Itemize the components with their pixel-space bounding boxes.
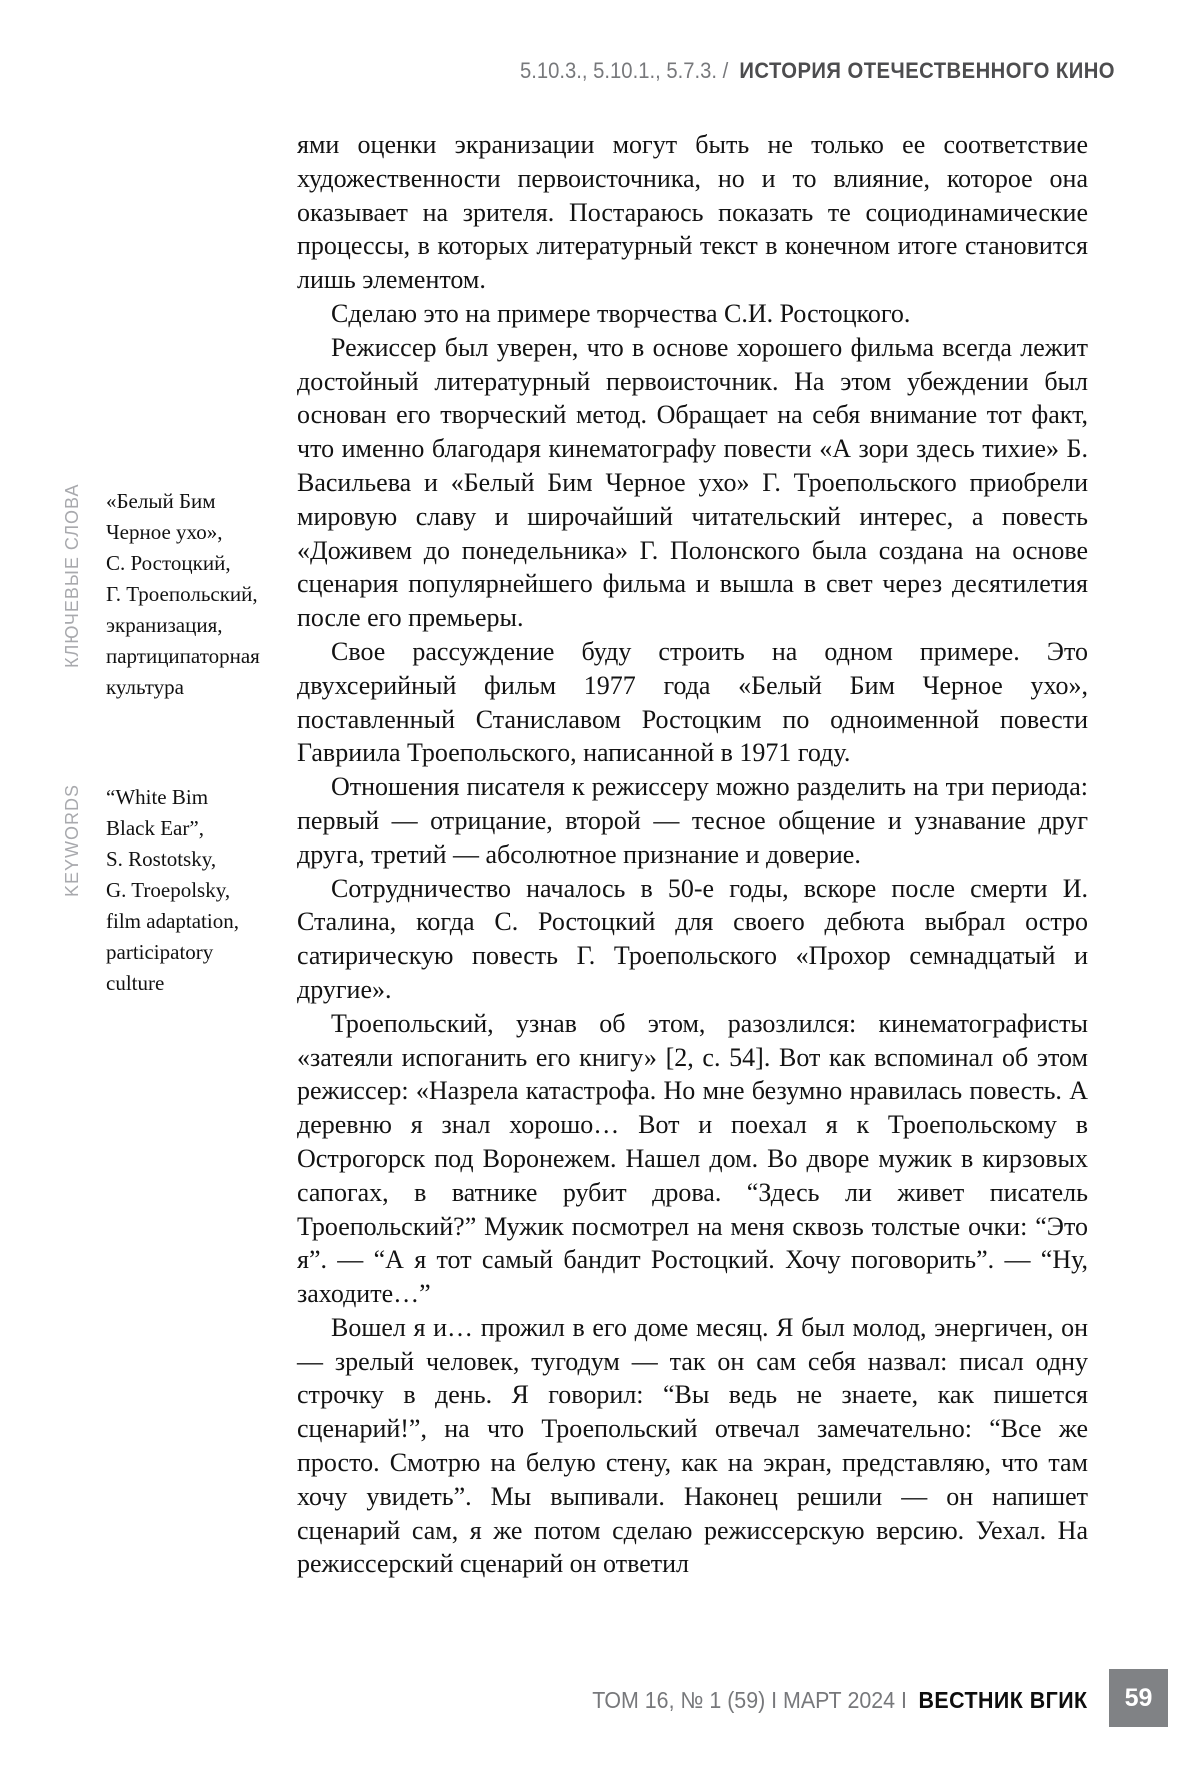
paragraph: Троепольский, узнав об этом, разозлился: кинематографисты «затеяли испоганить его книгу» [2, с. 54]. Вот как вспоминал об этом режиссер: «Назрела катастрофа. Но мне безумно нравилась повесть. А деревню я знал хорошо… Вот и поехал я к Троепольскому в Острогорск под Воронежем. Нашел дом. Во дворе мужик в кирзовых сапогах, в ватнике рубит дрова. “Здесь ли живет писатель Троепольский?” Мужик посмотрел на меня сквозь толстые очки: “Это я”. — “А я тот самый бандит Ростоцкий. Хочу поговорить”. — “Ну, заходите…”: [297, 1008, 1088, 1309]
page-footer: [593, 1686, 1088, 1714]
footer-journal-title: ВЕСТНИК ВГИК: [918, 1687, 1088, 1713]
keywords-en-vertical-label: KEYWORDS: [62, 783, 82, 897]
keyword-line: S. Rostotsky,: [106, 847, 217, 871]
page-header: [89, 58, 1115, 84]
paragraph: Сделаю это на примере творчества С.И. Ростоцкого.: [331, 298, 911, 328]
section-title: ИСТОРИЯ ОТЕЧЕСТВЕННОГО КИНО: [739, 58, 1115, 83]
keyword-line: Черное ухо»,: [106, 520, 223, 544]
paragraph: Свое рассуждение буду строить на одном примере. Это двухсерийный фильм 1977 года «Белый Бим Черное ухо», поставленный Станиславом Ростоцким по одноименной повести Гавриила Троепольского, написанной в 1971 году.: [297, 636, 1088, 768]
keyword-line: культура: [106, 675, 184, 699]
keyword-line: culture: [106, 971, 165, 995]
paragraph: ями оценки экранизации могут быть не только ее соответствие художественности первоисточника, но и то влияние, которое она оказывает на зрителя. Постараюсь показать те социодинамические процессы, в которых литературный текст в конечном итоге становится лишь элементом.: [297, 130, 1088, 295]
keyword-line: С. Ростоцкий,: [106, 551, 231, 575]
paragraph: Режиссер был уверен, что в основе хорошего фильма всегда лежит достойный литературный первоисточник. На этом убеждении был основан его творческий метод. Обращает на себя внимание тот факт, что именно благодаря кинематографу повести «А зори здесь тихие» Б. Васильева и «Белый Бим Черное ухо» Г. Троепольского приобрели мировую славу и широчайший читательский интерес, а повесть «Доживем до понедельника» Г. Полонского была создана на основе сценария популярнейшего фильма и вышла в свет через десятилетия после его премьеры.: [297, 332, 1088, 633]
keyword-line: G. Troepolsky,: [106, 878, 231, 902]
keywords-ru-vertical-label: КЛЮЧЕВЫЕ СЛОВА: [62, 483, 82, 668]
footer-issue-info: ТОМ 16, № 1 (59) I МАРТ 2024 I: [592, 1687, 908, 1713]
paragraph: Вошел я и… прожил в его доме месяц. Я был молод, энергичен, он — зрелый человек, тугодум — так он сам себя назвал: писал одну строчку в день. Я говорил: “Вы ведь не знаете, как пишется сценарий!”, на что Троепольский отвечал замечательно: “Все же просто. Смотрю на белую стену, как на экран, представляю, что там хочу увидеть”. Мы выпивали. Наконец решили — он напишет сценарий сам, я же потом сделаю режиссерскую версию. Уехал. На режиссерский сценарий он ответил: [297, 1312, 1088, 1579]
keywords-en-list: [106, 782, 276, 999]
page-number-badge: 59: [1109, 1669, 1168, 1727]
paragraph: Отношения писателя к режиссеру можно разделить на три периода: первый — отрицание, второй — тесное общение и узнавание друг друга, третий — абсолютное признание и доверие.: [297, 772, 1088, 869]
keyword-line: “White Bim: [106, 785, 209, 809]
keyword-line: film adaptation,: [106, 909, 239, 933]
keyword-line: Г. Троепольский,: [106, 582, 258, 606]
keyword-line: экранизация,: [106, 613, 223, 637]
classification-codes: 5.10.3., 5.10.1., 5.7.3. /: [520, 58, 729, 83]
paragraph: Сотрудничество началось в 50-е годы, вскоре после смерти И. Сталина, когда С. Ростоцкий для своего дебюта выбрал остро сатирическую повесть Г. Троепольского «Прохор семнадцатый и другие».: [297, 873, 1088, 1004]
keyword-line: participatory: [106, 940, 214, 964]
article-text-column: [297, 128, 1088, 1581]
keywords-ru-list: [106, 486, 276, 703]
keyword-line: Black Ear”,: [106, 816, 204, 840]
keyword-line: «Белый Бим: [106, 489, 216, 513]
keyword-line: партиципаторная: [106, 644, 260, 668]
